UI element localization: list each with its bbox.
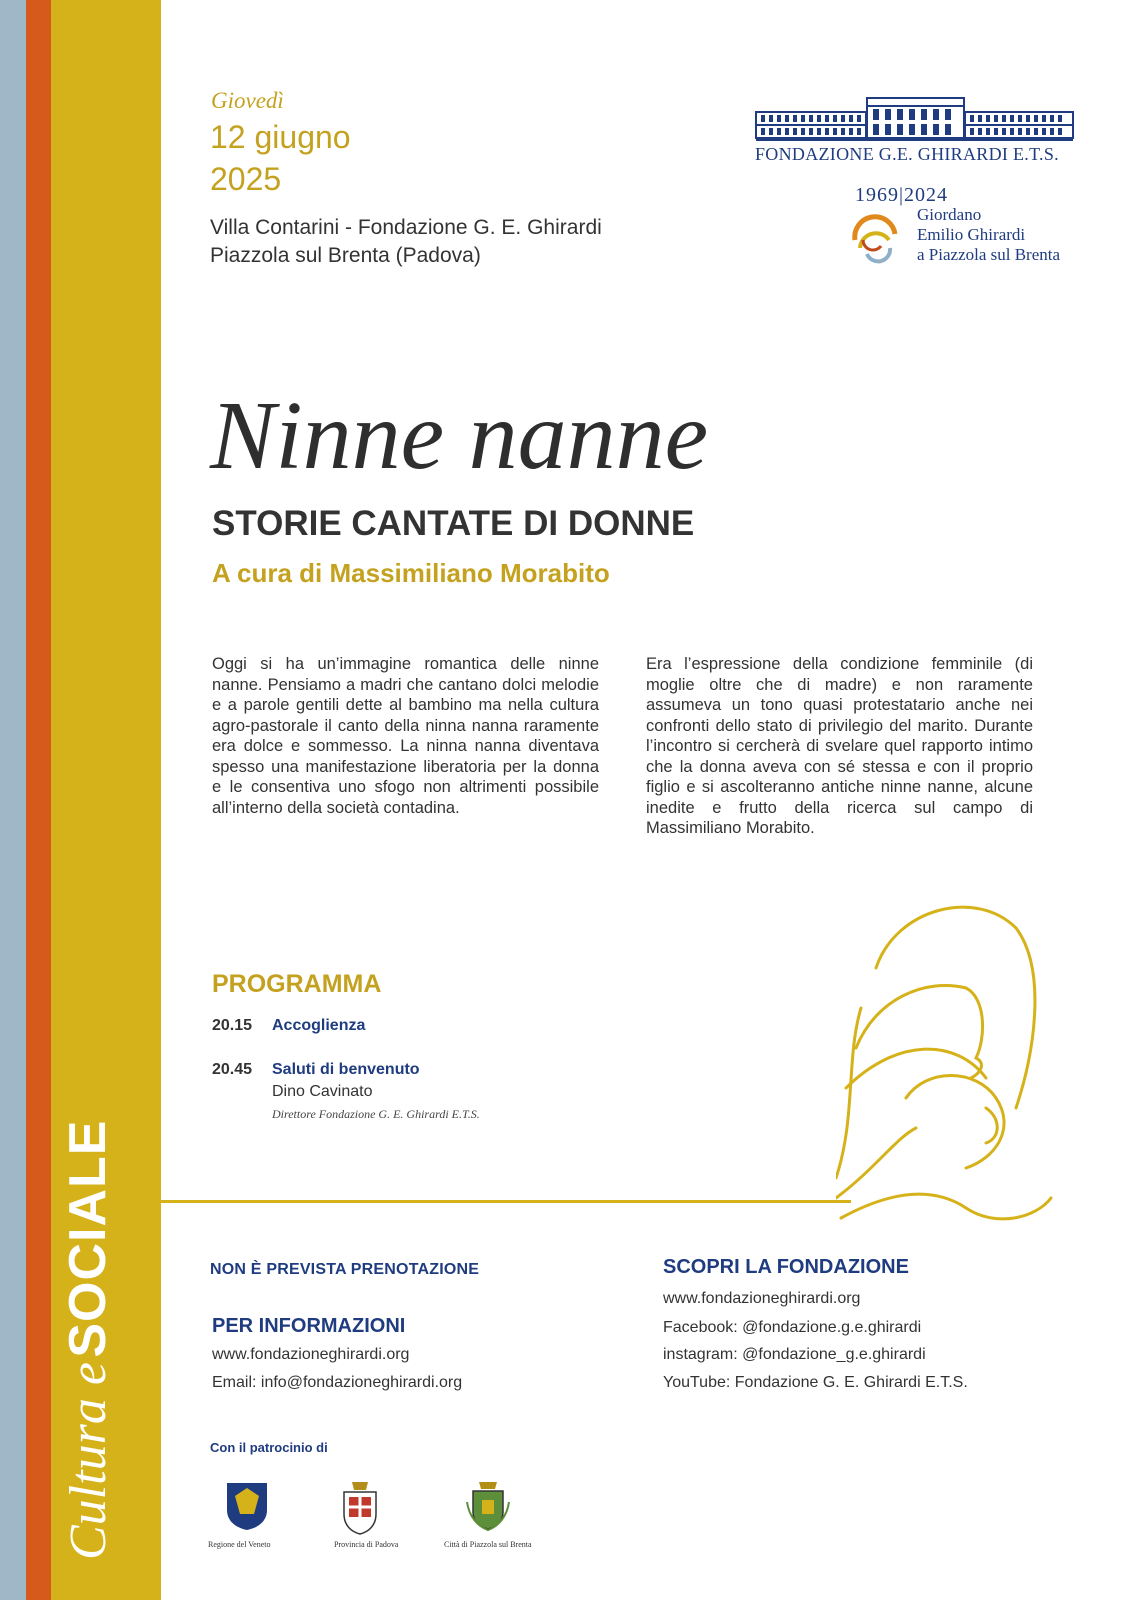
provincia-padova-crest-icon [340, 1480, 380, 1536]
program-speaker-role: Direttore Fondazione G. E. Ghirardi E.T.S. [272, 1107, 480, 1121]
no-booking-notice: NON È PREVISTA PRENOTAZIONE [210, 1261, 480, 1278]
program-speaker: Dino Cavinato [272, 1083, 373, 1100]
anniversary-line-3: a Piazzola sul Brenta [917, 245, 1061, 264]
mother-child-illustration-icon [836, 888, 1056, 1258]
anniversary-swirl-icon [845, 210, 905, 270]
left-blue-stripe [0, 0, 26, 1600]
event-date: 12 giugno [210, 119, 351, 155]
discover-website-link[interactable]: www.fondazioneghirardi.org [663, 1290, 861, 1307]
regione-veneto-crest-icon [224, 1480, 270, 1532]
program-time-2: 20.45 [212, 1061, 253, 1078]
event-title: Ninne nanne [210, 382, 709, 490]
info-website-link[interactable]: www.fondazioneghirardi.org [212, 1346, 410, 1363]
description-left: Oggi si ha un’immagine romantica delle ninne nanne. Pensiamo a madri che cantano dolci melodie e a parole gentili dette al bambino ma nella cultura agro-pastorale il canto della ninna nanna raramente era dolce e sommesso. La ninna nanna diventava spesso una manifestazione liberatoria per la donna e le consentiva uno sfogo non altrimenti possibile all’interno della società contadina. [212, 655, 599, 817]
crest-caption-comune: Città di Piazzola sul Brenta [444, 1540, 532, 1549]
program-time-1: 20.15 [212, 1017, 253, 1034]
event-curator: A cura di Massimiliano Morabito [212, 558, 610, 588]
info-email-link[interactable]: Email: info@fondazioneghirardi.org [212, 1374, 463, 1391]
category-label [58, 1120, 118, 1561]
venue-line-2: Piazzola sul Brenta (Padova) [210, 244, 481, 267]
program-label-1: Accoglienza [272, 1017, 366, 1034]
event-weekday: Giovedì [211, 88, 284, 113]
anniversary-text [917, 205, 1060, 265]
anniversary-line-2: Emilio Ghirardi [917, 225, 1026, 244]
event-year: 2025 [210, 161, 282, 197]
info-heading: PER INFORMAZIONI [212, 1315, 406, 1337]
program-label-2: Saluti di benvenuto [272, 1061, 420, 1078]
event-subtitle: STORIE CANTATE DI DONNE [212, 504, 695, 543]
discover-heading: SCOPRI LA FONDAZIONE [663, 1256, 909, 1278]
foundation-logo [755, 92, 1085, 282]
discover-youtube-link[interactable]: YouTube: Fondazione G. E. Ghirardi E.T.S. [663, 1374, 968, 1391]
description-right: Era l’espressione della condizione femminile (di moglie oltre che di madre) e non raramente assumeva un tono quasi protestatario anche nei confronti dello stato di privilegio del marito. Durante l’incontro si cercherà di svelare quel rapporto intimo che la donna aveva con sé stessa e con il proprio figlio e si ascolteranno antiche ninne nanne, alcune inedite e frutto della ricerca sul campo di Massimiliano Morabito. [646, 655, 1033, 837]
category-label-bold: SOCIALE [59, 1119, 117, 1358]
patronage-label: Con il patrocinio di [210, 1440, 328, 1455]
event-date-block [210, 116, 351, 200]
discover-facebook-link[interactable]: Facebook: @fondazione.g.e.ghirardi [663, 1319, 922, 1336]
crest-caption-provincia: Provincia di Padova [334, 1540, 399, 1549]
left-orange-stripe [26, 0, 51, 1600]
comune-piazzola-crest-icon [465, 1480, 511, 1532]
foundation-name: FONDAZIONE G.E. GHIRARDI E.T.S. [755, 144, 1059, 164]
villa-building-icon [755, 92, 1085, 142]
discover-instagram-link[interactable]: instagram: @fondazione_g.e.ghirardi [663, 1346, 926, 1363]
program-heading: PROGRAMMA [212, 970, 382, 998]
category-label-italic: Cultura e [60, 1362, 117, 1560]
gold-divider-line [161, 1200, 851, 1203]
event-venue [210, 214, 602, 270]
anniversary-line-1: Giordano [917, 205, 982, 224]
crest-caption-regione: Regione del Veneto [208, 1540, 271, 1549]
anniversary-years: 1969|2024 [855, 184, 949, 206]
venue-line-1: Villa Contarini - Fondazione G. E. Ghirardi [210, 216, 602, 239]
